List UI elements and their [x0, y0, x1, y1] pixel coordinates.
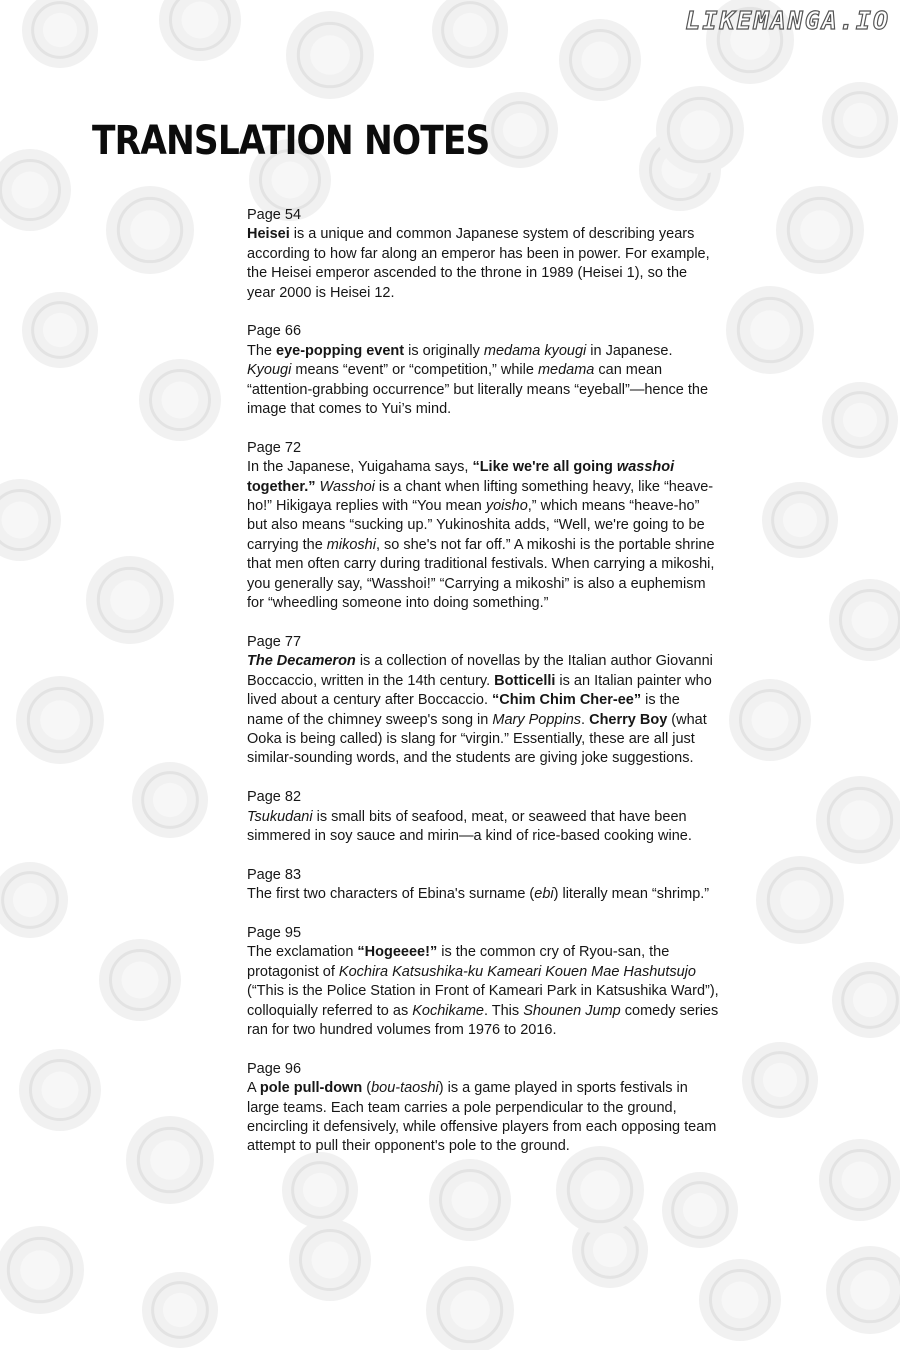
- background-dot: [106, 186, 194, 274]
- background-dot: [729, 679, 811, 761]
- note-text-run: bou-taoshi: [371, 1080, 439, 1097]
- note-text-run: is the name of the chimney sweep's song in: [247, 692, 680, 728]
- note-text-run: Heisei: [247, 226, 290, 243]
- background-dot: [726, 286, 814, 374]
- note-text-run: A: [247, 1080, 260, 1097]
- background-dot: [819, 1139, 900, 1221]
- note-text-run: (what Ooka is being called) is slang for “virgin.” Essentially, these are all just similar-sounding words, and the students are giving joke suggestions.: [247, 711, 707, 767]
- background-dot: [832, 962, 900, 1038]
- note-text-run: Tsukudani: [247, 808, 313, 825]
- background-dot: [656, 86, 744, 174]
- background-dot: [139, 359, 221, 441]
- note-page-label: Page 77: [247, 633, 302, 650]
- background-dot: [559, 19, 641, 101]
- note-text-run: is a unique and common Japanese system of describing years according to how far along an emperor has been in power. For example, the Heisei emperor ascended to the throne in 1989 (Heisei 1), so the year 2000 is Heisei 12.: [247, 226, 710, 301]
- background-dot: [822, 82, 898, 158]
- note-text-run: (: [362, 1080, 372, 1097]
- background-dot: [762, 482, 838, 558]
- background-dot: [99, 939, 181, 1021]
- background-dot: [22, 0, 98, 68]
- note-text-run: pole pull-down: [259, 1080, 363, 1097]
- note-text-run: ) is a game played in sports festivals in large teams. Each team carries a pole perpendicular to the ground, encircling it defensively, while offensive players from each opposing team attempt to pull their opponent's pole to the ground.: [247, 1080, 717, 1155]
- note-text-run: The: [247, 342, 277, 359]
- background-dot: [776, 186, 864, 274]
- note-body: [247, 1079, 719, 1157]
- background-dot: [756, 856, 844, 944]
- note-text-run: is small bits of seafood, meat, or seaweed that have been simmered in soy sauce and mirin—a kind of rice-based cooking wine.: [247, 808, 692, 844]
- site-watermark: LIKEMANGA.IO: [685, 6, 890, 35]
- note-text-run: can mean “attention-grabbing occurrence” but literally means “eyeball”—hence the image that comes to Yui’s mind.: [247, 362, 709, 418]
- note-text-run: In the Japanese, Yuigahama says,: [247, 459, 473, 476]
- note-text-run: Kochira Katsushika-ku Kameari Kouen Mae Hashutsujo: [338, 963, 696, 980]
- note-body: [247, 808, 719, 847]
- background-dot: [86, 556, 174, 644]
- note-body: [247, 458, 719, 613]
- note-text-run: . This: [483, 1002, 524, 1019]
- page-title: TRANSLATION NOTES: [92, 118, 490, 164]
- note-text-run: comedy series ran for two hundred volumes from 1976 to 2016.: [247, 1002, 719, 1038]
- background-dot: [0, 149, 71, 231]
- background-dot: [286, 11, 374, 99]
- note-text-run-wrapper: [617, 459, 674, 475]
- note-text-run: Cherry Boy: [589, 711, 668, 728]
- background-dot: [426, 1266, 514, 1350]
- note-text-run: Wasshoi: [319, 478, 375, 495]
- note-text-run: Kyougi: [247, 362, 292, 379]
- background-dot: [159, 0, 241, 61]
- note-text-run: , so she's not far off.” A mikoshi is the portable shrine that men often carry during traditional festivals. When carrying a mikoshi, you generally say, “Wasshoi!” “Carrying a mikoshi” is also a euphemism for “wheedling someone into doing something.”: [247, 536, 715, 612]
- note-text-run: “Hogeeee!”: [357, 944, 438, 961]
- note-text-run: medama kyougi: [483, 342, 587, 359]
- background-dot: [0, 862, 68, 938]
- note-entry: [247, 322, 719, 419]
- note-text-run: medama: [537, 362, 595, 379]
- note-text-run: The first two characters of Ebina's surname (: [247, 886, 535, 903]
- note-page-label: Page 72: [247, 439, 302, 456]
- note-entry: [247, 633, 719, 769]
- background-dot: [16, 676, 104, 764]
- note-entry: [247, 439, 719, 614]
- background-dot: [19, 1049, 101, 1131]
- note-text-run: eye-popping event: [276, 342, 405, 359]
- background-dot: [822, 382, 898, 458]
- note-page-label: Page 54: [247, 207, 302, 223]
- note-page-label: Page 82: [247, 789, 302, 806]
- background-dot: [816, 776, 900, 864]
- note-text-run: is a collection of novellas by the Italian author Giovanni Boccaccio, written in the 14th century.: [247, 653, 713, 689]
- note-entry: [247, 866, 719, 905]
- note-text-run: (“This is the Police Station in Front of Kameari Park in Katsushika Ward”), colloquially referred to as: [247, 983, 719, 1019]
- note-text-run: The exclamation: [247, 944, 358, 961]
- background-dot: [662, 1172, 738, 1248]
- note-text-run: together.”: [247, 478, 316, 495]
- note-text-run: yoisho: [485, 498, 528, 515]
- background-dot: [142, 1272, 218, 1348]
- background-dot: [826, 1246, 900, 1334]
- note-text-run: is a chant when lifting something heavy, like “heave-ho!” Hikigaya replies with “You mean: [247, 478, 714, 515]
- note-text-run: Shounen Jump: [523, 1002, 621, 1019]
- note-entry: [247, 1060, 719, 1157]
- note-text-run: is the common cry of Ryou-san, the protagonist of: [247, 944, 670, 980]
- note-text-run: Mary Poppins: [492, 711, 582, 728]
- note-text-run: “Like we're all going: [472, 459, 617, 476]
- note-entry: [247, 788, 719, 846]
- note-text-run: wasshoi: [616, 459, 675, 476]
- note-page-label: Page 83: [247, 866, 302, 883]
- note-text-run: ) literally mean “shrimp.”: [553, 886, 710, 903]
- note-text-run: means “event” or “competition,” while: [291, 362, 538, 379]
- background-dot: [22, 292, 98, 368]
- note-text-run: The Decameron: [247, 653, 356, 670]
- background-dot: [742, 1042, 818, 1118]
- background-dot: [0, 479, 61, 561]
- background-dot: [0, 1226, 84, 1314]
- notes-list: [247, 206, 719, 1176]
- background-dot: [432, 0, 508, 68]
- note-entry: [247, 924, 719, 1040]
- background-dot: [699, 1259, 781, 1341]
- note-page-label: Page 95: [247, 924, 302, 941]
- note-text-run: in Japanese.: [586, 342, 673, 359]
- note-page-label: Page 66: [247, 323, 302, 340]
- note-body: [247, 885, 719, 904]
- background-dot: [126, 1116, 214, 1204]
- note-text-run: Kochikame: [412, 1002, 484, 1019]
- note-text-run: .: [581, 711, 590, 728]
- note-body: [247, 342, 719, 420]
- background-dot: [289, 1219, 371, 1301]
- note-text-run: ,” which means “heave-ho” but also means “sucking up.” Yukinoshita adds, “Well, we're going to be carrying the: [247, 498, 705, 553]
- note-text-run: ebi: [534, 886, 554, 903]
- note-text-run: is originally: [404, 342, 484, 359]
- background-dot: [482, 92, 558, 168]
- note-text-run: mikoshi: [326, 536, 376, 553]
- note-body: [247, 225, 719, 303]
- background-dot: [829, 579, 900, 661]
- note-body: [247, 652, 719, 768]
- note-page-label: Page 96: [247, 1060, 302, 1077]
- note-body: [247, 943, 719, 1040]
- note-text-run: “Chim Chim Cher-ee”: [492, 692, 642, 709]
- note-text-run-wrapper: [247, 653, 356, 669]
- note-text-run: Botticelli: [494, 672, 556, 689]
- background-dot: [132, 762, 208, 838]
- note-text-run: is an Italian painter who lived about a century after Boccaccio.: [247, 672, 712, 709]
- note-entry: [247, 206, 719, 303]
